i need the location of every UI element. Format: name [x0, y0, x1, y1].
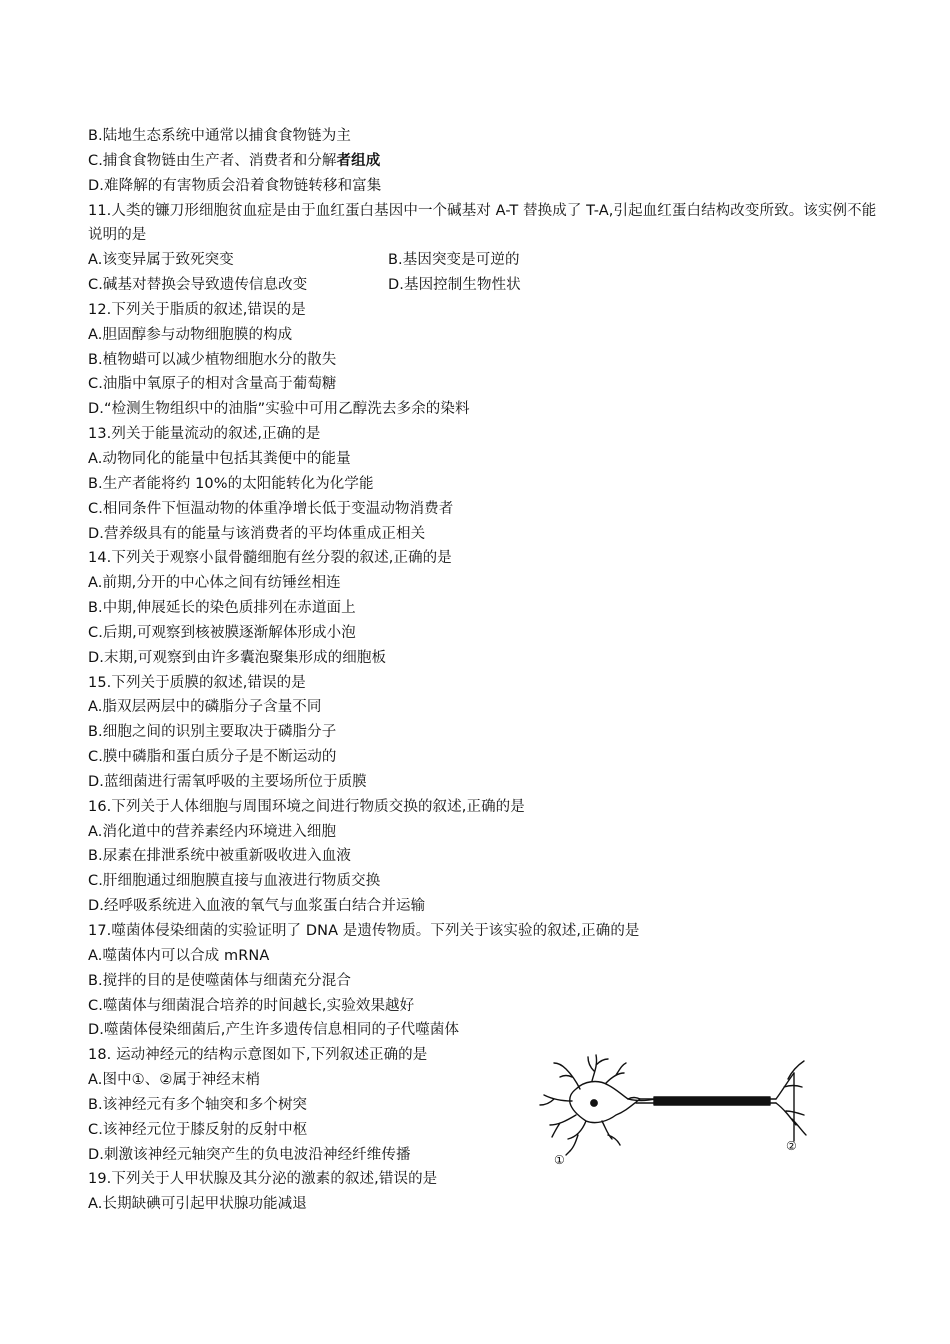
q12-stem: 12.下列关于脂质的叙述,错误的是: [88, 301, 306, 318]
leader-line-1: [566, 1151, 570, 1155]
q17-option-d: D.噬菌体侵染细菌后,产生许多遗传信息相同的子代噬菌体: [88, 1022, 460, 1039]
q17-option-c: C.噬菌体与细菌混合培养的时间越长,实验效果越好: [88, 997, 415, 1014]
q14-option-a: A.前期,分开的中心体之间有纺锤丝相连: [88, 575, 341, 592]
q14-stem: 14.下列关于观察小鼠骨髓细胞有丝分裂的叙述,正确的是: [88, 550, 452, 567]
dendrite-7: [602, 1121, 620, 1145]
q14-option-c: C.后期,可观察到核被膜逐渐解体形成小泡: [88, 624, 356, 641]
q17-option-b: B.搅拌的目的是使噬菌体与细菌充分混合: [88, 972, 351, 989]
q14-option-d: D.末期,可观察到由许多囊泡聚集形成的细胞板: [88, 649, 387, 666]
label-2: ②: [786, 1139, 797, 1153]
myelin-sheath: [654, 1097, 770, 1105]
nucleus: [591, 1100, 597, 1106]
q15-option-d: D.蓝细菌进行需氧呼吸的主要场所位于质膜: [88, 773, 367, 790]
dendrite-2: [588, 1055, 608, 1081]
q11-stem: 11.人类的镰刀形细胞贫血症是由于血红蛋白基因中一个碱基对 A-T 替换成了 T-A,引起血红蛋白结构改变所致。该实例不能说明的是: [88, 202, 877, 244]
q16-option-a: A.消化道中的营养素经内环境进入细胞: [88, 823, 337, 840]
q14-option-b: B.中期,伸展延长的染色质排列在赤道面上: [88, 600, 356, 617]
dendrite-4: [540, 1095, 572, 1105]
q17-stem: 17.噬菌体侵染细菌的实验证明了 DNA 是遗传物质。下列关于该实验的叙述,正确的是: [88, 923, 640, 939]
axon-terminal: [776, 1061, 806, 1135]
q18-option-c: C.该神经元位于膝反射的反射中枢: [88, 1121, 308, 1138]
q13-option-d: D.营养级具有的能量与该消费者的平均体重成正相关: [88, 525, 426, 542]
q15-option-a: A.脂双层两层中的磷脂分子含量不同: [88, 699, 322, 716]
q12-option-c: C.油脂中氧原子的相对含量高于葡萄糖: [88, 376, 337, 393]
q18-stem: 18. 运动神经元的结构示意图如下,下列叙述正确的是: [88, 1047, 428, 1064]
q17-option-a: A.噬菌体内可以合成 mRNA: [88, 947, 270, 964]
q12-option-b: B.植物蜡可以减少植物细胞水分的散失: [88, 351, 337, 368]
q11-option-b: B.基因突变是可逆的: [388, 252, 520, 269]
q10-option-c-text: C.捕食食物链由生产者、消费者和分解: [88, 152, 337, 169]
q15-option-c: C.膜中磷脂和蛋白质分子是不断运动的: [88, 749, 337, 766]
q18-option-b: B.该神经元有多个轴突和多个树突: [88, 1096, 308, 1113]
label-1: ①: [554, 1153, 565, 1167]
motor-neuron-figure: [536, 1051, 812, 1169]
q11-option-c: C.碱基对替换会导致遗传信息改变: [88, 277, 308, 294]
neuron-diagram: [536, 1051, 812, 1169]
q11-option-a: A.该变异属于致死突变: [88, 252, 234, 269]
cell-body: [570, 1082, 640, 1123]
q18-option-d: D.刺激该神经元轴突产生的负电波沿神经纤维传播: [88, 1146, 411, 1163]
dendrite-6: [568, 1121, 586, 1151]
q13-stem: 13.列关于能量流动的叙述,正确的是: [88, 426, 321, 443]
dendrite-5: [550, 1115, 576, 1137]
q13-option-b: B.生产者能将约 10%的太阳能转化为化学能: [88, 475, 374, 492]
q19-option-a: A.长期缺碘可引起甲状腺功能减退: [88, 1196, 307, 1213]
q15-stem: 15.下列关于质膜的叙述,错误的是: [88, 674, 306, 691]
q12-option-d: D.“检测生物组织中的油脂”实验中可用乙醇洗去多余的染料: [88, 401, 470, 418]
q13-option-c: C.相同条件下恒温动物的体重净增长低于变温动物消费者: [88, 500, 454, 517]
q16-option-d: D.经呼吸系统进入血液的氧气与血浆蛋白结合并运输: [88, 898, 426, 915]
q10-option-c-bold: 者组成: [336, 152, 381, 169]
q10-option-c: [88, 149, 878, 174]
q16-stem: 16.下列关于人体细胞与周围环境之间进行物质交换的叙述,正确的是: [88, 798, 525, 815]
q11-options-row1: [88, 248, 878, 273]
q11-options-row2: [88, 273, 878, 298]
q15-option-b: B.细胞之间的识别主要取决于磷脂分子: [88, 724, 337, 741]
q13-option-a: A.动物同化的能量中包括其粪便中的能量: [88, 450, 351, 467]
q12-option-a: A.胆固醇参与动物细胞膜的构成: [88, 326, 293, 343]
q18-option-a: A.图中①、②属于神经末梢: [88, 1072, 261, 1089]
q16-option-b: B.尿素在排泄系统中被重新吸收进入血液: [88, 848, 351, 865]
q10-option-d: D.难降解的有害物质会沿着食物链转移和富集: [88, 177, 382, 194]
dendrite-3: [606, 1063, 626, 1083]
q10-option-b: B.陆地生态系统中通常以捕食食物链为主: [88, 128, 351, 144]
dendrite-1: [554, 1063, 580, 1089]
q19-stem: 19.下列关于人甲状腺及其分泌的激素的叙述,错误的是: [88, 1171, 438, 1188]
q16-option-c: C.肝细胞通过细胞膜直接与血液进行物质交换: [88, 873, 381, 890]
q11-option-d: D.基因控制生物性状: [388, 277, 521, 294]
